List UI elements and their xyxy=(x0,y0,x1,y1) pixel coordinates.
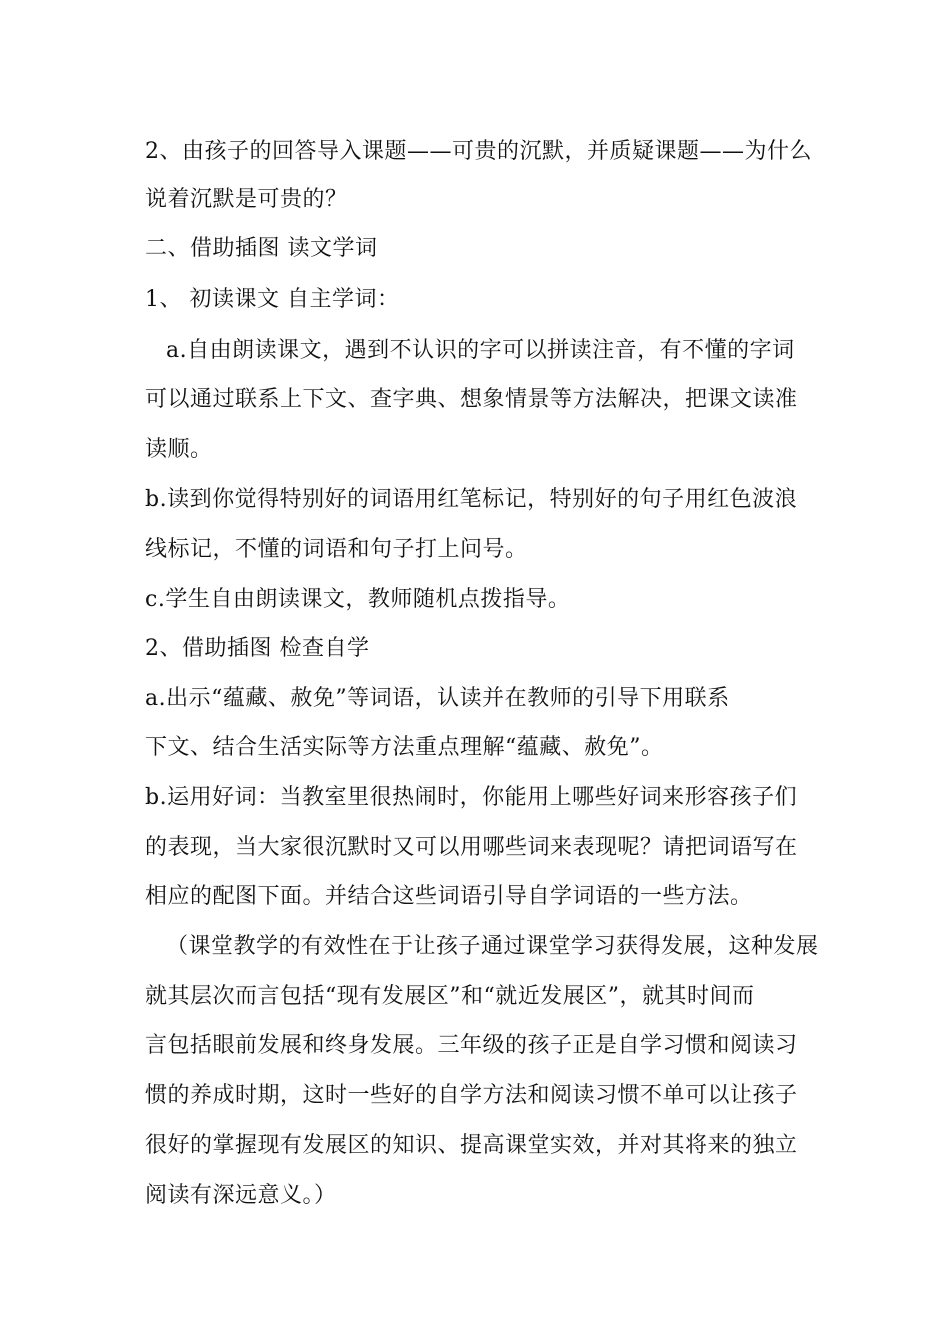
text-line: b.运用好词：当教室里很热闹时，你能用上哪些好词来形容孩子们 xyxy=(145,785,798,810)
text-line: 相应的配图下面。并结合这些词语引导自学词语的一些方法。 xyxy=(145,884,753,909)
text-line: 读顺。 xyxy=(145,437,213,462)
text-line: 线标记，不懂的词语和句子打上问号。 xyxy=(145,537,528,562)
text-line: 很好的掌握现有发展区的知识、提高课堂实效，并对其将来的独立 xyxy=(145,1133,798,1158)
text-line: a.自由朗读课文，遇到不认识的字可以拼读注音，有不懂的字词 xyxy=(166,338,795,363)
text-line: b.读到你觉得特别好的词语用红笔标记，特别好的句子用红色波浪 xyxy=(145,487,798,512)
section-heading: 二、借助插图 读文学词 xyxy=(145,236,378,261)
text-line: 阅读有深远意义。） xyxy=(145,1183,337,1208)
text-line: 可以通过联系上下文、查字典、想象情景等方法解决，把课文读准 xyxy=(145,387,798,412)
text-line: 的表现，当大家很沉默时又可以用哪些词来表现呢？请把词语写在 xyxy=(145,835,798,860)
subsection-heading: 1、 初读课文 自主学词： xyxy=(145,287,400,312)
text-line: 说着沉默是可贵的？ xyxy=(145,187,348,212)
text-line: 就其层次而言包括“现有发展区”和“就近发展区”，就其时间而 xyxy=(145,984,755,1009)
text-line: 惯的养成时期，这时一些好的自学方法和阅读习惯不单可以让孩子 xyxy=(145,1083,798,1108)
text-line: 下文、结合生活实际等方法重点理解“蕴藏、赦免”。 xyxy=(145,735,664,760)
subsection-heading: 2、借助插图 检查自学 xyxy=(145,636,370,661)
text-line: a.出示“蕴藏、赦免”等词语，认读并在教师的引导下用联系 xyxy=(145,686,730,711)
text-line: （课堂教学的有效性在于让孩子通过课堂学习获得发展，这种发展 xyxy=(166,934,819,959)
text-line: 言包括眼前发展和终身发展。三年级的孩子正是自学习惯和阅读习 xyxy=(145,1033,798,1058)
text-line: c.学生自由朗读课文，教师随机点拨指导。 xyxy=(145,587,571,612)
text-line: 2、由孩子的回答导入课题——可贵的沉默，并质疑课题——为什么 xyxy=(145,139,812,164)
